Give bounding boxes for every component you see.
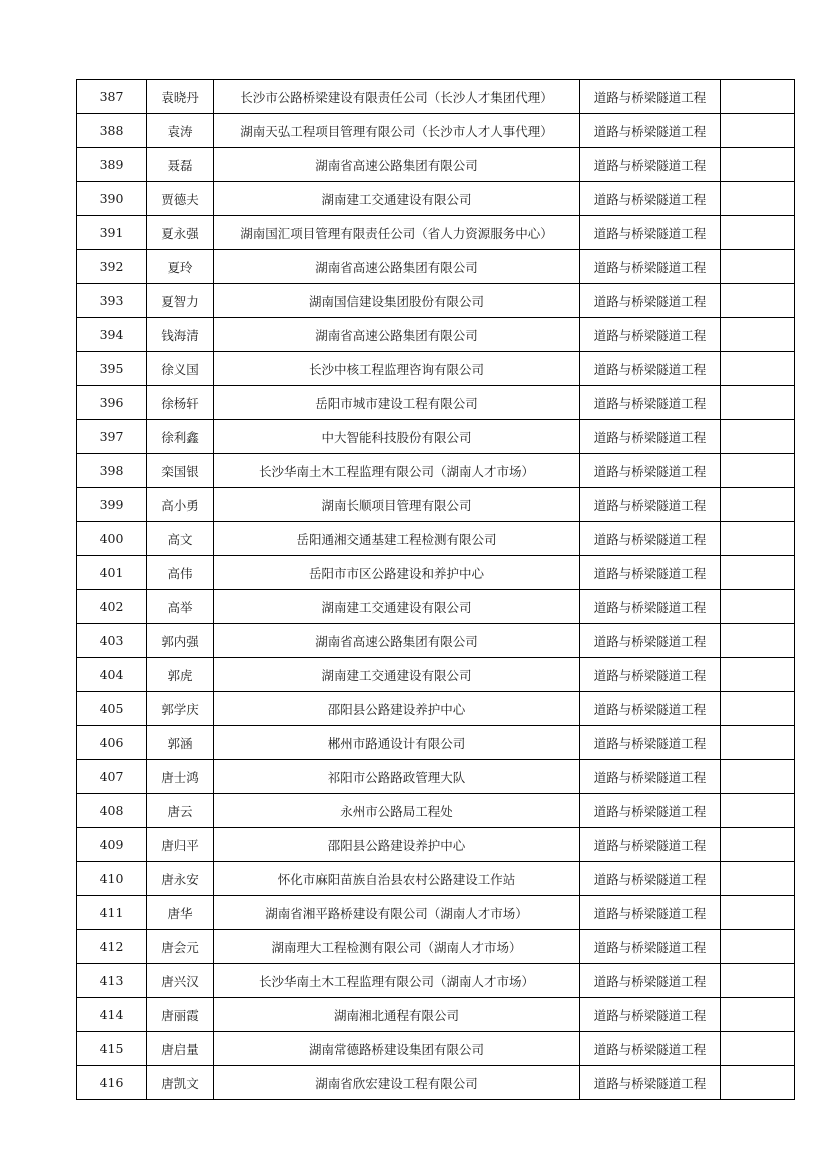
- cell-specialty: 道路与桥梁隧道工程: [580, 250, 721, 284]
- cell-remark: [721, 862, 795, 896]
- cell-specialty: 道路与桥梁隧道工程: [580, 488, 721, 522]
- cell-person-name: 徐杨轩: [147, 386, 214, 420]
- cell-specialty: 道路与桥梁隧道工程: [580, 964, 721, 998]
- cell-specialty: 道路与桥梁隧道工程: [580, 692, 721, 726]
- cell-remark: [721, 692, 795, 726]
- cell-specialty: 道路与桥梁隧道工程: [580, 522, 721, 556]
- cell-organization: 郴州市路通设计有限公司: [214, 726, 580, 760]
- cell-specialty: 道路与桥梁隧道工程: [580, 794, 721, 828]
- cell-serial-number: 415: [77, 1032, 147, 1066]
- table-row: [77, 1032, 795, 1066]
- table-row: [77, 318, 795, 352]
- cell-serial-number: 413: [77, 964, 147, 998]
- cell-remark: [721, 998, 795, 1032]
- cell-serial-number: 394: [77, 318, 147, 352]
- cell-specialty: 道路与桥梁隧道工程: [580, 1066, 721, 1100]
- cell-specialty: 道路与桥梁隧道工程: [580, 896, 721, 930]
- cell-serial-number: 402: [77, 590, 147, 624]
- cell-person-name: 唐归平: [147, 828, 214, 862]
- cell-remark: [721, 828, 795, 862]
- cell-remark: [721, 80, 795, 114]
- cell-serial-number: 387: [77, 80, 147, 114]
- roster-body: [77, 80, 795, 1100]
- cell-organization: 长沙华南土木工程监理有限公司（湖南人才市场）: [214, 454, 580, 488]
- cell-organization: 岳阳市市区公路建设和养护中心: [214, 556, 580, 590]
- cell-remark: [721, 216, 795, 250]
- table-row: [77, 114, 795, 148]
- cell-specialty: 道路与桥梁隧道工程: [580, 930, 721, 964]
- cell-remark: [721, 556, 795, 590]
- cell-serial-number: 411: [77, 896, 147, 930]
- cell-organization: 邵阳县公路建设养护中心: [214, 828, 580, 862]
- cell-remark: [721, 896, 795, 930]
- cell-specialty: 道路与桥梁隧道工程: [580, 726, 721, 760]
- table-row: [77, 964, 795, 998]
- cell-serial-number: 390: [77, 182, 147, 216]
- cell-remark: [721, 284, 795, 318]
- cell-person-name: 高伟: [147, 556, 214, 590]
- cell-person-name: 唐兴汉: [147, 964, 214, 998]
- cell-person-name: 袁涛: [147, 114, 214, 148]
- cell-person-name: 唐启量: [147, 1032, 214, 1066]
- cell-serial-number: 389: [77, 148, 147, 182]
- table-row: [77, 998, 795, 1032]
- cell-serial-number: 398: [77, 454, 147, 488]
- cell-remark: [721, 1032, 795, 1066]
- cell-specialty: 道路与桥梁隧道工程: [580, 624, 721, 658]
- table-row: [77, 692, 795, 726]
- table-row: [77, 386, 795, 420]
- table-row: [77, 794, 795, 828]
- table-row: [77, 454, 795, 488]
- cell-organization: 湖南湘北通程有限公司: [214, 998, 580, 1032]
- cell-serial-number: 401: [77, 556, 147, 590]
- cell-person-name: 夏智力: [147, 284, 214, 318]
- cell-person-name: 郭学庆: [147, 692, 214, 726]
- cell-serial-number: 414: [77, 998, 147, 1032]
- table-row: [77, 590, 795, 624]
- cell-serial-number: 397: [77, 420, 147, 454]
- cell-organization: 湖南长顺项目管理有限公司: [214, 488, 580, 522]
- cell-organization: 祁阳市公路路政管理大队: [214, 760, 580, 794]
- table-row: [77, 624, 795, 658]
- cell-remark: [721, 454, 795, 488]
- table-row: [77, 930, 795, 964]
- cell-remark: [721, 522, 795, 556]
- cell-serial-number: 409: [77, 828, 147, 862]
- cell-remark: [721, 794, 795, 828]
- cell-remark: [721, 658, 795, 692]
- table-row: [77, 80, 795, 114]
- cell-remark: [721, 148, 795, 182]
- cell-serial-number: 403: [77, 624, 147, 658]
- cell-remark: [721, 726, 795, 760]
- cell-person-name: 唐云: [147, 794, 214, 828]
- cell-person-name: 唐凯文: [147, 1066, 214, 1100]
- table-row: [77, 148, 795, 182]
- cell-organization: 湖南理大工程检测有限公司（湖南人才市场）: [214, 930, 580, 964]
- cell-person-name: 夏永强: [147, 216, 214, 250]
- table-row: [77, 250, 795, 284]
- cell-specialty: 道路与桥梁隧道工程: [580, 760, 721, 794]
- cell-person-name: 夏玲: [147, 250, 214, 284]
- cell-organization: 湖南国汇项目管理有限责任公司（省人力资源服务中心）: [214, 216, 580, 250]
- table-row: [77, 284, 795, 318]
- cell-serial-number: 405: [77, 692, 147, 726]
- cell-specialty: 道路与桥梁隧道工程: [580, 556, 721, 590]
- cell-remark: [721, 182, 795, 216]
- cell-specialty: 道路与桥梁隧道工程: [580, 148, 721, 182]
- cell-specialty: 道路与桥梁隧道工程: [580, 658, 721, 692]
- cell-organization: 湖南省高速公路集团有限公司: [214, 318, 580, 352]
- cell-organization: 湖南建工交通建设有限公司: [214, 182, 580, 216]
- cell-remark: [721, 624, 795, 658]
- cell-serial-number: 395: [77, 352, 147, 386]
- cell-organization: 邵阳县公路建设养护中心: [214, 692, 580, 726]
- cell-organization: 长沙中核工程监理咨询有限公司: [214, 352, 580, 386]
- cell-organization: 岳阳市城市建设工程有限公司: [214, 386, 580, 420]
- cell-specialty: 道路与桥梁隧道工程: [580, 114, 721, 148]
- cell-person-name: 唐华: [147, 896, 214, 930]
- cell-specialty: 道路与桥梁隧道工程: [580, 182, 721, 216]
- cell-organization: 长沙华南土木工程监理有限公司（湖南人才市场）: [214, 964, 580, 998]
- table-row: [77, 1066, 795, 1100]
- table-row: [77, 896, 795, 930]
- table-row: [77, 726, 795, 760]
- table-row: [77, 522, 795, 556]
- cell-serial-number: 416: [77, 1066, 147, 1100]
- cell-organization: 湖南省高速公路集团有限公司: [214, 148, 580, 182]
- cell-serial-number: 392: [77, 250, 147, 284]
- cell-remark: [721, 930, 795, 964]
- cell-person-name: 唐丽霞: [147, 998, 214, 1032]
- cell-serial-number: 400: [77, 522, 147, 556]
- cell-remark: [721, 250, 795, 284]
- table-row: [77, 760, 795, 794]
- cell-person-name: 唐永安: [147, 862, 214, 896]
- cell-serial-number: 407: [77, 760, 147, 794]
- cell-organization: 中大智能科技股份有限公司: [214, 420, 580, 454]
- cell-organization: 永州市公路局工程处: [214, 794, 580, 828]
- cell-person-name: 徐义国: [147, 352, 214, 386]
- cell-person-name: 郭内强: [147, 624, 214, 658]
- cell-serial-number: 404: [77, 658, 147, 692]
- cell-remark: [721, 420, 795, 454]
- cell-organization: 湖南天弘工程项目管理有限公司（长沙市人才人事代理）: [214, 114, 580, 148]
- cell-organization: 湖南常德路桥建设集团有限公司: [214, 1032, 580, 1066]
- cell-remark: [721, 590, 795, 624]
- cell-specialty: 道路与桥梁隧道工程: [580, 1032, 721, 1066]
- cell-person-name: 袁晓丹: [147, 80, 214, 114]
- cell-organization: 湖南省高速公路集团有限公司: [214, 624, 580, 658]
- cell-specialty: 道路与桥梁隧道工程: [580, 216, 721, 250]
- cell-organization: 岳阳通湘交通基建工程检测有限公司: [214, 522, 580, 556]
- cell-person-name: 聂磊: [147, 148, 214, 182]
- cell-serial-number: 396: [77, 386, 147, 420]
- cell-specialty: 道路与桥梁隧道工程: [580, 420, 721, 454]
- cell-organization: 湖南省欣宏建设工程有限公司: [214, 1066, 580, 1100]
- cell-remark: [721, 386, 795, 420]
- cell-specialty: 道路与桥梁隧道工程: [580, 352, 721, 386]
- cell-person-name: 郭涵: [147, 726, 214, 760]
- cell-organization: 湖南国信建设集团股份有限公司: [214, 284, 580, 318]
- cell-specialty: 道路与桥梁隧道工程: [580, 862, 721, 896]
- table-row: [77, 352, 795, 386]
- cell-specialty: 道路与桥梁隧道工程: [580, 454, 721, 488]
- cell-organization: 怀化市麻阳苗族自治县农村公路建设工作站: [214, 862, 580, 896]
- cell-specialty: 道路与桥梁隧道工程: [580, 828, 721, 862]
- cell-organization: 长沙市公路桥梁建设有限责任公司（长沙人才集团代理）: [214, 80, 580, 114]
- cell-serial-number: 408: [77, 794, 147, 828]
- cell-specialty: 道路与桥梁隧道工程: [580, 318, 721, 352]
- cell-remark: [721, 1066, 795, 1100]
- table-row: [77, 828, 795, 862]
- cell-specialty: 道路与桥梁隧道工程: [580, 80, 721, 114]
- cell-person-name: 郭虎: [147, 658, 214, 692]
- cell-organization: 湖南建工交通建设有限公司: [214, 658, 580, 692]
- table-row: [77, 216, 795, 250]
- cell-person-name: 唐会元: [147, 930, 214, 964]
- cell-specialty: 道路与桥梁隧道工程: [580, 590, 721, 624]
- cell-person-name: 栾国银: [147, 454, 214, 488]
- roster-table: [76, 79, 795, 1100]
- table-row: [77, 658, 795, 692]
- cell-remark: [721, 318, 795, 352]
- cell-remark: [721, 488, 795, 522]
- cell-serial-number: 406: [77, 726, 147, 760]
- cell-organization: 湖南省高速公路集团有限公司: [214, 250, 580, 284]
- cell-serial-number: 412: [77, 930, 147, 964]
- cell-specialty: 道路与桥梁隧道工程: [580, 386, 721, 420]
- cell-remark: [721, 964, 795, 998]
- cell-remark: [721, 352, 795, 386]
- cell-person-name: 贾德夫: [147, 182, 214, 216]
- cell-serial-number: 410: [77, 862, 147, 896]
- cell-person-name: 高小勇: [147, 488, 214, 522]
- cell-organization: 湖南建工交通建设有限公司: [214, 590, 580, 624]
- table-row: [77, 420, 795, 454]
- cell-remark: [721, 114, 795, 148]
- cell-specialty: 道路与桥梁隧道工程: [580, 284, 721, 318]
- cell-organization: 湖南省湘平路桥建设有限公司（湖南人才市场）: [214, 896, 580, 930]
- table-row: [77, 556, 795, 590]
- cell-person-name: 钱海清: [147, 318, 214, 352]
- cell-person-name: 唐士鸿: [147, 760, 214, 794]
- table-row: [77, 862, 795, 896]
- cell-serial-number: 388: [77, 114, 147, 148]
- table-row: [77, 488, 795, 522]
- cell-serial-number: 399: [77, 488, 147, 522]
- cell-person-name: 徐利鑫: [147, 420, 214, 454]
- cell-person-name: 高文: [147, 522, 214, 556]
- table-row: [77, 182, 795, 216]
- cell-remark: [721, 760, 795, 794]
- cell-serial-number: 391: [77, 216, 147, 250]
- cell-person-name: 高举: [147, 590, 214, 624]
- cell-serial-number: 393: [77, 284, 147, 318]
- cell-specialty: 道路与桥梁隧道工程: [580, 998, 721, 1032]
